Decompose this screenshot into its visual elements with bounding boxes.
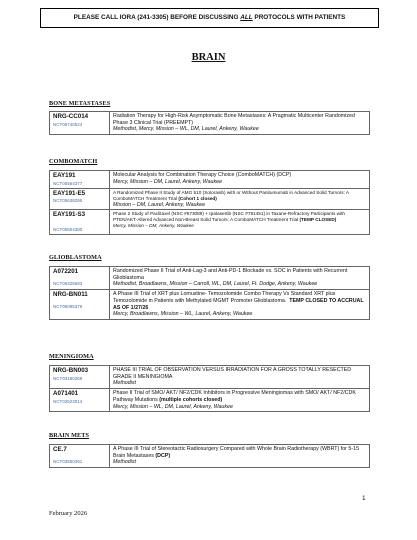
nct-link[interactable]: NCT06325683: [53, 280, 83, 286]
protocol-sites: Mercy, Broadlawns, Mission – WL, Laurel, Ankeny, Waukee: [113, 311, 253, 318]
protocol-description: [113, 211, 366, 223]
protocol-note: (Cohort 1 closed): [178, 195, 217, 201]
banner-emphasis: ALL: [240, 14, 253, 21]
table-row: [50, 112, 370, 135]
protocol-sites: Methodist, Mercy, Mission – WL, DM, Laurel, Ankeny, Waukee: [113, 126, 259, 133]
protocol-sites: Mercy, Mission – DM, Laurel, Ankeny, Waukee: [113, 178, 223, 185]
protocol-desc-cell: [110, 267, 370, 290]
protocol-sites: Mission – DM, Laurel, Ankeny, Waukee: [113, 201, 206, 208]
protocol-note: TEMP CLOSED TO ACCRUAL AS OF 1/27/26: [113, 297, 364, 311]
protocol-desc-cell: [110, 445, 370, 468]
protocol-table-bone-metastases: [49, 111, 370, 135]
nct-link[interactable]: NCT03550391: [53, 458, 83, 464]
protocol-code: CE.7: [53, 446, 67, 453]
protocol-sites: Mercy, Mission – WL, DM, Laurel, Ankeny, Waukee: [113, 403, 233, 410]
protocol-code: EAY191-S3: [53, 211, 86, 219]
protocol-description: [113, 291, 366, 311]
protocol-description: Randomized Phase II Trial of Anti-Lag-3 and Anti-PD-1 Blockade vs. SOC in Patients with Recurrent Glioblastoma: [113, 268, 348, 281]
protocol-description: [113, 446, 366, 459]
protocol-id-cell: [50, 290, 110, 320]
nct-link[interactable]: NCT03180268: [53, 375, 83, 381]
page-number: 1: [362, 495, 366, 502]
protocol-desc-cell: [110, 290, 370, 320]
description-text: Phase 2 Study of Paclitaxel (NSC #673089) + Ipatasertib (NSC #781451) in Taxane-Refractory Participants with PTEN/AKT-Altered Advanced Non-Breast Solid Tumors: A ComboMATCH Treatment Trial: [113, 211, 345, 223]
table-row: [50, 389, 370, 412]
nct-link[interactable]: NCT06740524: [53, 121, 83, 127]
protocol-code: A071401: [53, 390, 79, 398]
protocol-code: A072201: [53, 268, 79, 275]
protocol-desc-cell: [110, 171, 370, 189]
protocol-code: EAY191-E5: [53, 189, 86, 197]
protocol-description: [113, 390, 366, 403]
banner-text-end: PROTOCOLS WITH PATIENTS: [252, 14, 346, 21]
protocol-desc-cell: [110, 389, 370, 412]
table-row: [50, 267, 370, 290]
nct-link[interactable]: NCT05554380: [53, 226, 83, 232]
protocol-note: (DCP): [155, 452, 171, 459]
page-title: BRAIN: [191, 52, 226, 63]
protocol-code: NRG-CC014: [53, 113, 89, 120]
protocol-sites: Methodist: [113, 459, 136, 466]
footer-date: February 2026: [49, 510, 88, 517]
protocol-sites: Methodist: [113, 380, 136, 387]
description-text: A Phase III Trial of XRT plus Lomustine- Temozolomide Combo Therapy Vs Standard XRT plus Temozolomide in Patients with Methylated MGMT Promoter Glioblastoma.: [113, 291, 336, 304]
section-title-glioblastoma: GLIOBLASTOMA: [49, 254, 102, 261]
protocol-description: [113, 190, 366, 202]
description-text: A Randomized Phase II Study of AMG 510 (Sotorasib) with or Without Panitumumab in Advanced Solid Tumors: A ComboMATCH Treatment Trial: [113, 189, 349, 201]
protocol-id-cell: [50, 112, 110, 135]
protocol-code: NRG-BN003: [53, 367, 89, 374]
protocol-sites: Methodist, Broadlawns, Mission – Carroll, WL, DM, Laurel, Ft. Dodge, Ankeny, Waukee: [113, 281, 318, 288]
protocol-desc-cell: [110, 210, 370, 235]
section-title-meningioma: MENINGIOMA: [49, 353, 94, 360]
protocol-description: PHASE III TRIAL OF OBSERVATION VERSUS IRRADIATION FOR A GROSS TOTALLY RESECTED GRADE II MENINGIOMA: [113, 367, 352, 380]
description-text: A Phase III Trial of Stereotactic Radiosurgery Compared with Whole Brain Radiotherapy (WBRT) for 5-15 Brain Metastases: [113, 446, 360, 459]
protocol-desc-cell: [110, 366, 370, 389]
protocol-id-cell: [50, 389, 110, 412]
protocol-id-cell: [50, 366, 110, 389]
protocol-table-glioblastoma: [49, 266, 370, 320]
nct-link[interactable]: NCT02523014: [53, 398, 83, 404]
table-row: [50, 210, 370, 235]
protocol-table-brain-mets: [49, 444, 370, 468]
protocol-description: Molecular Analysis for Combination Therapy Choice (ComboMATCH) (DCP): [113, 172, 292, 178]
nct-link[interactable]: NCT05564377: [53, 180, 83, 186]
table-row: [50, 290, 370, 320]
nct-link[interactable]: NCT05638295: [53, 198, 83, 203]
protocol-id-cell: [50, 210, 110, 235]
protocol-code: EAY191: [53, 172, 76, 179]
protocol-id-cell: [50, 267, 110, 290]
table-row: [50, 188, 370, 210]
table-row: [50, 445, 370, 468]
protocol-desc-cell: [110, 112, 370, 135]
nct-link[interactable]: NCT05095376: [53, 303, 83, 309]
protocol-id-cell: [50, 188, 110, 210]
section-title-brain-mets: BRAIN METS: [49, 432, 90, 439]
protocol-desc-cell: [110, 188, 370, 210]
protocol-note: (TEMP CLOSED): [299, 217, 337, 223]
section-title-bone-metastases: BONE METASTASES: [49, 100, 111, 107]
protocol-note: (multiple cohorts closed): [159, 396, 223, 403]
description-text: Phase II Trial of SMO/ AKT/ NF2/CDK Inhibitors in Progressive Meningiomas with SMO/ AKT/ NF2/CDK Pathway Mutations: [113, 390, 356, 403]
section-title-combomatch: COMBOMATCH: [49, 158, 98, 165]
banner-text: PLEASE CALL IORA (241-3305) BEFORE DISCUSSING: [73, 14, 241, 21]
protocol-id-cell: [50, 171, 110, 189]
table-row: [50, 171, 370, 189]
protocol-table-combomatch: [49, 170, 370, 235]
protocol-table-meningioma: [49, 365, 370, 412]
warning-banner: [40, 8, 379, 28]
protocol-id-cell: [50, 445, 110, 468]
table-row: [50, 366, 370, 389]
protocol-code: NRG-BN011: [53, 291, 88, 299]
protocol-sites: Mercy, Mission – DM, Ankeny, Waukee: [113, 223, 194, 229]
protocol-description: Radiation Therapy for High-Risk Asymptomatic Bone Metastases: A Pragmatic Multicenter Randomized Phase 3 Clinical Trial (PREEMPT): [113, 113, 355, 126]
